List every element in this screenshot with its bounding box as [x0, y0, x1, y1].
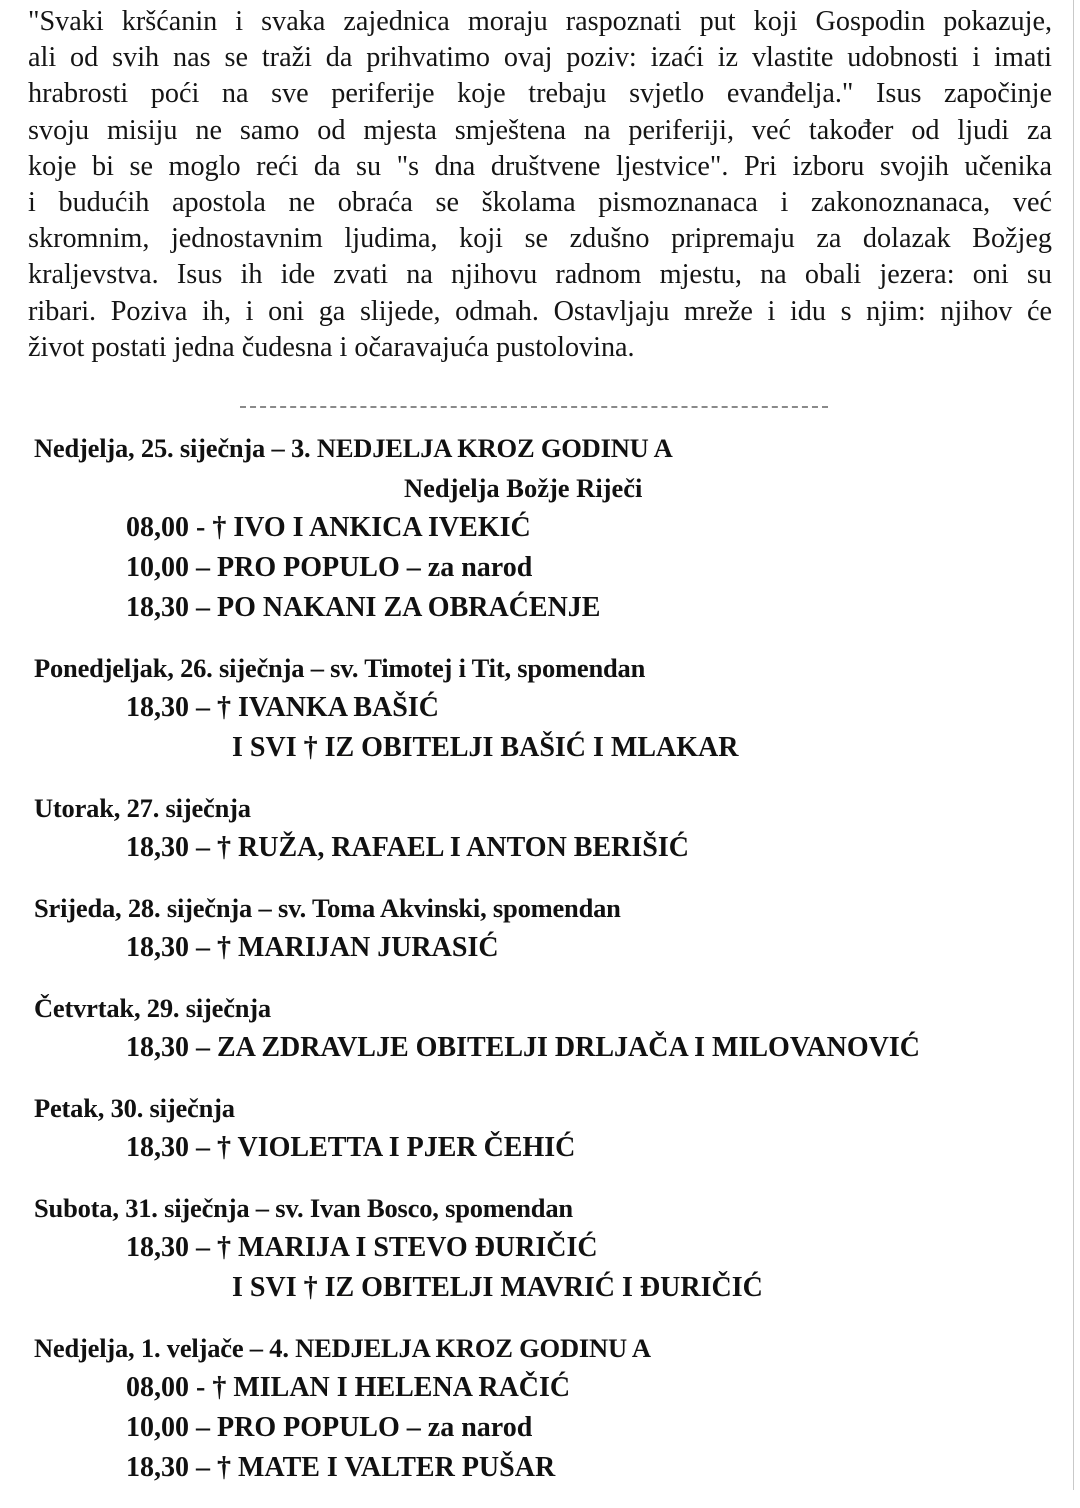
paragraph-line: kraljevstva. Isus ih ide zvati na njihovu radnom mjestu, na obali jezera: oni su [28, 259, 1052, 291]
paragraph-line: skromnim, jednostavnim ljudima, koji se zdušno pripremaju za dolazak Božjeg [28, 223, 1052, 255]
schedule-day-monday-26 [34, 648, 1074, 768]
paragraph-line: život postati jedna čudesna i očaravajuća pustolovina. [28, 331, 635, 363]
day-heading: Srijeda, 28. siječnja – sv. Toma Akvinski, spomendan [34, 893, 621, 923]
schedule-day-saturday-31 [34, 1188, 1074, 1308]
mass-entry: 10,00 – PRO POPULO – za narod [126, 552, 533, 583]
paragraph-line: koje bi se moglo reći da su "s dna društvene ljestvice". Pri izboru svojih učenika [28, 150, 1052, 182]
day-heading: Nedjelja, 25. siječnja – 3. NEDJELJA KROZ GODINU A [34, 433, 673, 463]
schedule-day-sunday-25 [34, 428, 1074, 628]
paragraph-line: svoju misiju ne samo od mjesta smještena na periferiji, već također od ljudi za [28, 114, 1052, 146]
mass-entry: 08,00 - † MILAN I HELENA RAČIĆ [126, 1372, 571, 1403]
dashed-separator [240, 406, 828, 408]
day-subtitle: Nedjelja Božje Riječi [404, 473, 643, 503]
mass-entry: 08,00 - † IVO I ANKICA IVEKIĆ [126, 512, 531, 543]
mass-schedule [34, 428, 1074, 1508]
day-heading: Petak, 30. siječnja [34, 1093, 235, 1123]
day-heading: Subota, 31. siječnja – sv. Ivan Bosco, spomendan [34, 1193, 573, 1223]
mass-entry: 18,30 – ZA ZDRAVLJE OBITELJI DRLJAČA I MILOVANOVIĆ [126, 1032, 921, 1063]
schedule-day-friday-30 [34, 1088, 1074, 1168]
paragraph-line: ribari. Poziva ih, i oni ga slijede, odmah. Ostavljaju mreže i idu s njim: njihov će [28, 295, 1052, 327]
day-heading: Utorak, 27. siječnja [34, 793, 251, 823]
mass-entry: 18,30 – † MARIJA I STEVO ĐURIČIĆ [126, 1232, 598, 1263]
day-heading: Nedjelja, 1. veljače – 4. NEDJELJA KROZ GODINU A [34, 1333, 651, 1363]
mass-entry: 18,30 – PO NAKANI ZA OBRAĆENJE [126, 592, 601, 623]
mass-entry: 18,30 – † RUŽA, RAFAEL I ANTON BERIŠIĆ [126, 832, 689, 863]
mass-entry-continuation: I SVI † IZ OBITELJI MAVRIĆ I ĐURIČIĆ [232, 1272, 763, 1303]
schedule-day-tuesday-27 [34, 788, 1074, 868]
mass-entry: 18,30 – † IVANKA BAŠIĆ [126, 692, 439, 723]
schedule-day-wednesday-28 [34, 888, 1074, 968]
paragraph-line: "Svaki kršćanin i svaka zajednica moraju raspoznati put koji Gospodin pokazuje, [28, 6, 1052, 37]
mass-entry: 18,30 – † VIOLETTA I PJER ČEHIĆ [126, 1132, 576, 1163]
day-heading: Četvrtak, 29. siječnja [34, 993, 271, 1023]
mass-entry: 18,30 – † MARIJAN JURASIĆ [126, 932, 499, 963]
mass-entry: 18,30 – † MATE I VALTER PUŠAR [126, 1452, 556, 1483]
paragraph-line: ali od svih nas se traži da prihvatimo ovaj poziv: izaći iz vlastite udobnosti i imati [28, 42, 1052, 74]
mass-entry: 10,00 – PRO POPULO – za narod [126, 1412, 533, 1443]
intro-paragraph [28, 4, 1052, 366]
mass-entry-continuation: I SVI † IZ OBITELJI BAŠIĆ I MLAKAR [232, 732, 739, 763]
paragraph-line: hrabrosti poći na sve periferije koje trebaju svjetlo evanđelja." Isus započinje [28, 78, 1052, 110]
day-heading: Ponedjeljak, 26. siječnja – sv. Timotej i Tit, spomendan [34, 653, 646, 683]
schedule-day-thursday-29 [34, 988, 1074, 1068]
schedule-day-sunday-1 [34, 1328, 1074, 1488]
paragraph-line: i budućih apostola ne obraća se školama pismoznanaca i zakonoznanaca, već [28, 187, 1052, 219]
